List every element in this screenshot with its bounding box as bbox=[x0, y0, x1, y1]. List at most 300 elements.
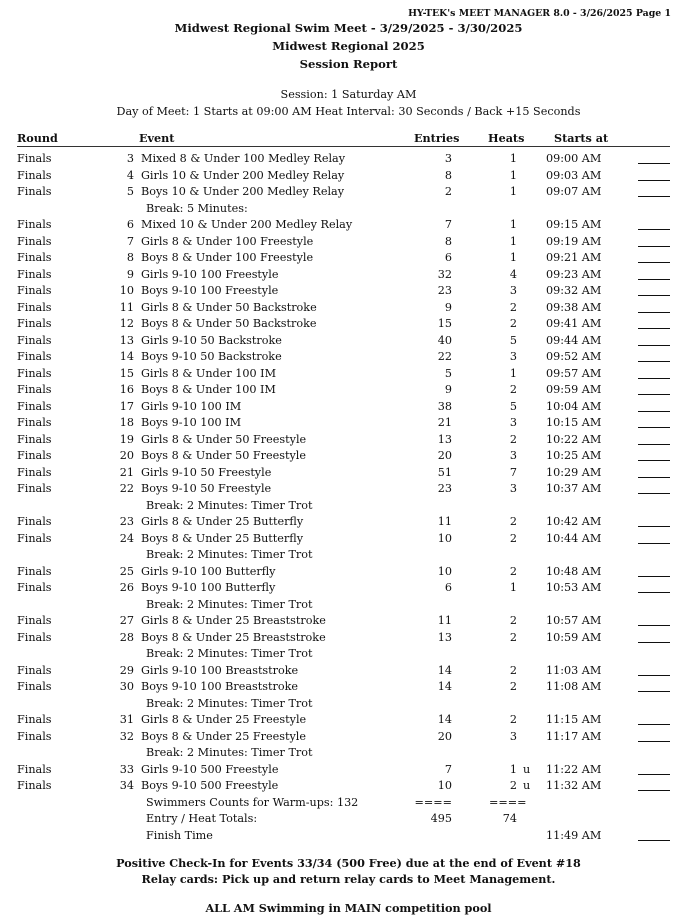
event-number: 8 bbox=[126, 251, 134, 264]
heat-flag: u bbox=[523, 762, 531, 776]
finish-row bbox=[0, 829, 697, 846]
start-time: 10:42 AM bbox=[546, 515, 602, 528]
event-row bbox=[0, 763, 697, 780]
entries-cell: 13 bbox=[437, 432, 452, 446]
event-number: 26 bbox=[119, 581, 134, 594]
event-row bbox=[0, 565, 697, 582]
break-text: Break: 2 Minutes: Timer Trot bbox=[146, 548, 313, 561]
round-cell: Finals bbox=[17, 218, 52, 231]
round-cell: Finals bbox=[17, 779, 52, 792]
heats-cell: 2 bbox=[509, 515, 517, 528]
heats-cell: 1 bbox=[509, 581, 517, 594]
blank-line bbox=[638, 675, 670, 676]
event-row bbox=[0, 532, 697, 549]
event-number: 32 bbox=[119, 729, 134, 743]
start-time: 09:32 AM bbox=[546, 284, 602, 297]
round-cell: Finals bbox=[17, 729, 52, 743]
round-cell: Finals bbox=[17, 680, 52, 693]
round-cell: Finals bbox=[17, 251, 52, 264]
event-name: Mixed 10 & Under 200 Medley Relay bbox=[141, 218, 353, 231]
event-name: Boys 8 & Under 25 Butterfly bbox=[141, 531, 304, 545]
summary-row bbox=[0, 812, 697, 829]
event-number: 10 bbox=[119, 284, 134, 297]
start-time: 10:25 AM bbox=[546, 449, 602, 462]
blank-line bbox=[638, 411, 670, 412]
blank-line bbox=[638, 444, 670, 445]
round-cell: Finals bbox=[17, 284, 52, 297]
blank-line bbox=[638, 741, 670, 742]
round-cell: Finals bbox=[17, 366, 52, 380]
summary-label: Swimmers Counts for Warm-ups: 132 bbox=[146, 795, 359, 809]
heats-cell: 1 bbox=[509, 185, 517, 198]
event-name: Girls 8 & Under 25 Breaststroke bbox=[141, 614, 326, 627]
event-row bbox=[0, 433, 697, 450]
heats-cell: 2 bbox=[509, 680, 517, 693]
entries-cell: 8 bbox=[444, 234, 452, 248]
round-cell: Finals bbox=[17, 399, 52, 413]
blank-line bbox=[638, 163, 670, 164]
day-info: Day of Meet: 1 Starts at 09:00 AM Heat Interval: 30 Seconds / Back +15 Seconds bbox=[116, 105, 581, 118]
event-name: Boys 9-10 100 Freestyle bbox=[141, 284, 279, 297]
event-row bbox=[0, 317, 697, 334]
event-number: 9 bbox=[126, 267, 134, 281]
event-number: 17 bbox=[119, 399, 134, 413]
event-number: 11 bbox=[119, 300, 134, 314]
blank-line bbox=[638, 345, 670, 346]
start-time: 09:21 AM bbox=[546, 251, 602, 264]
entries-cell: 8 bbox=[444, 168, 452, 182]
round-cell: Finals bbox=[17, 630, 52, 644]
event-name: Mixed 8 & Under 100 Medley Relay bbox=[141, 152, 346, 165]
event-row bbox=[0, 152, 697, 169]
round-cell: Finals bbox=[17, 482, 52, 495]
break-text: Break: 2 Minutes: Timer Trot bbox=[146, 696, 313, 710]
event-row bbox=[0, 515, 697, 532]
heats-cell: 3 bbox=[509, 416, 517, 429]
entries-cell: 51 bbox=[437, 465, 452, 479]
event-name: Girls 9-10 50 Freestyle bbox=[141, 465, 272, 479]
event-row bbox=[0, 169, 697, 186]
summary-entries: ==== bbox=[414, 795, 452, 809]
entries-cell: 10 bbox=[437, 564, 452, 578]
entries-cell: 22 bbox=[437, 350, 452, 363]
event-number: 24 bbox=[119, 531, 134, 545]
event-number: 13 bbox=[119, 333, 134, 347]
entries-cell: 21 bbox=[437, 416, 452, 429]
start-time: 11:17 AM bbox=[546, 729, 602, 743]
event-row bbox=[0, 268, 697, 285]
blank-line bbox=[638, 328, 670, 329]
event-number: 22 bbox=[119, 482, 134, 495]
event-number: 25 bbox=[119, 564, 134, 578]
blank-line bbox=[638, 576, 670, 577]
event-name: Girls 9-10 100 Breaststroke bbox=[141, 663, 299, 677]
heats-cell: 2 bbox=[509, 713, 517, 726]
event-name: Boys 10 & Under 200 Medley Relay bbox=[141, 185, 345, 198]
event-name: Girls 8 & Under 50 Backstroke bbox=[141, 300, 317, 314]
event-number: 23 bbox=[119, 515, 134, 528]
event-name: Girls 9-10 100 Butterfly bbox=[141, 564, 276, 578]
round-cell: Finals bbox=[17, 515, 52, 528]
event-row bbox=[0, 416, 697, 433]
start-time: 09:15 AM bbox=[546, 218, 602, 231]
event-number: 18 bbox=[119, 416, 134, 429]
blank-line bbox=[638, 394, 670, 395]
footer-relay-note: Relay cards: Pick up and return relay cards to Meet Management. bbox=[141, 872, 556, 886]
heats-cell: 3 bbox=[509, 729, 517, 743]
heats-cell: 1 bbox=[509, 168, 517, 182]
event-number: 15 bbox=[119, 366, 134, 380]
entries-cell: 6 bbox=[444, 251, 452, 264]
event-row bbox=[0, 218, 697, 235]
heats-cell: 2 bbox=[509, 300, 517, 314]
blank-line bbox=[638, 378, 670, 379]
heats-cell: 2 bbox=[509, 779, 517, 792]
blank-line bbox=[638, 262, 670, 263]
event-number: 29 bbox=[119, 663, 134, 677]
col-heats: Heats bbox=[488, 131, 525, 145]
start-time: 09:59 AM bbox=[546, 383, 602, 396]
summary-entries: 495 bbox=[430, 812, 452, 825]
blank-line bbox=[638, 840, 670, 841]
round-cell: Finals bbox=[17, 168, 52, 182]
round-cell: Finals bbox=[17, 383, 52, 396]
start-time: 11:22 AM bbox=[546, 762, 602, 776]
event-row bbox=[0, 779, 697, 796]
start-time: 10:15 AM bbox=[546, 416, 602, 429]
start-time: 09:23 AM bbox=[546, 267, 602, 281]
blank-line bbox=[638, 543, 670, 544]
start-time: 09:44 AM bbox=[546, 333, 602, 347]
event-number: 31 bbox=[119, 713, 134, 726]
event-number: 27 bbox=[119, 614, 134, 627]
event-row bbox=[0, 301, 697, 318]
entries-cell: 14 bbox=[437, 713, 452, 726]
start-time: 11:32 AM bbox=[546, 779, 602, 792]
summary-heats: ==== bbox=[489, 795, 527, 809]
round-cell: Finals bbox=[17, 350, 52, 363]
col-entries: Entries bbox=[414, 131, 460, 145]
event-name: Boys 8 & Under 50 Freestyle bbox=[141, 449, 306, 462]
event-name: Boys 9-10 100 Breaststroke bbox=[141, 680, 298, 693]
event-number: 7 bbox=[126, 234, 134, 248]
entries-cell: 40 bbox=[437, 333, 452, 347]
heat-flag: u bbox=[523, 779, 531, 792]
event-number: 33 bbox=[119, 762, 134, 776]
software-header: HY-TEK's MEET MANAGER 8.0 - 3/26/2025 Page 1 bbox=[408, 8, 671, 19]
summary-label: Entry / Heat Totals: bbox=[146, 812, 258, 825]
event-name: Boys 9-10 50 Backstroke bbox=[141, 350, 282, 363]
entries-cell: 38 bbox=[437, 399, 452, 413]
break-row bbox=[0, 647, 697, 664]
entries-cell: 13 bbox=[437, 630, 452, 644]
start-time: 10:44 AM bbox=[546, 531, 602, 545]
footer-pool-note: ALL AM Swimming in MAIN competition pool bbox=[205, 901, 492, 915]
heats-cell: 5 bbox=[509, 333, 517, 347]
round-cell: Finals bbox=[17, 581, 52, 594]
meet-title: Midwest Regional Swim Meet - 3/29/2025 - 3/30/2025 bbox=[174, 21, 523, 35]
entries-cell: 3 bbox=[444, 152, 452, 165]
break-text: Break: 5 Minutes: bbox=[146, 201, 248, 215]
event-row bbox=[0, 664, 697, 681]
start-time: 10:22 AM bbox=[546, 432, 602, 446]
session-info: Session: 1 Saturday AM bbox=[280, 88, 417, 101]
entries-cell: 11 bbox=[437, 515, 452, 528]
round-cell: Finals bbox=[17, 152, 52, 165]
event-number: 19 bbox=[119, 432, 134, 446]
blank-line bbox=[638, 790, 670, 791]
heats-cell: 3 bbox=[509, 482, 517, 495]
event-number: 28 bbox=[119, 630, 134, 644]
heats-cell: 3 bbox=[509, 350, 517, 363]
event-number: 16 bbox=[119, 383, 134, 396]
heats-cell: 1 bbox=[509, 152, 517, 165]
start-time: 10:04 AM bbox=[546, 399, 602, 413]
footer-checkin-note: Positive Check-In for Events 33/34 (500 Free) due at the end of Event #18 bbox=[116, 856, 581, 870]
round-cell: Finals bbox=[17, 185, 52, 198]
heats-cell: 2 bbox=[509, 564, 517, 578]
event-row bbox=[0, 449, 697, 466]
heats-cell: 1 bbox=[509, 762, 517, 776]
blank-line bbox=[638, 774, 670, 775]
col-round: Round bbox=[17, 131, 58, 145]
blank-line bbox=[638, 625, 670, 626]
entries-cell: 2 bbox=[444, 185, 452, 198]
column-headers bbox=[17, 131, 670, 147]
heats-cell: 2 bbox=[509, 663, 517, 677]
start-time: 09:57 AM bbox=[546, 366, 602, 380]
summary-time: 11:49 AM bbox=[546, 828, 602, 842]
round-cell: Finals bbox=[17, 713, 52, 726]
blank-line bbox=[638, 196, 670, 197]
heats-cell: 2 bbox=[509, 317, 517, 330]
event-name: Girls 10 & Under 200 Medley Relay bbox=[141, 168, 345, 182]
round-cell: Finals bbox=[17, 762, 52, 776]
event-number: 20 bbox=[119, 449, 134, 462]
event-row bbox=[0, 466, 697, 483]
event-row bbox=[0, 334, 697, 351]
summary-label: Finish Time bbox=[146, 828, 213, 842]
col-event: Event bbox=[139, 131, 175, 145]
start-time: 09:03 AM bbox=[546, 168, 602, 182]
round-cell: Finals bbox=[17, 300, 52, 314]
event-name: Girls 9-10 100 Freestyle bbox=[141, 267, 279, 281]
event-name: Girls 8 & Under 25 Freestyle bbox=[141, 713, 307, 726]
break-row bbox=[0, 746, 697, 763]
break-row bbox=[0, 548, 697, 565]
event-name: Girls 8 & Under 50 Freestyle bbox=[141, 432, 307, 446]
blank-line bbox=[638, 460, 670, 461]
heats-cell: 7 bbox=[509, 465, 517, 479]
start-time: 09:41 AM bbox=[546, 317, 602, 330]
blank-line bbox=[638, 361, 670, 362]
blank-line bbox=[638, 724, 670, 725]
event-row bbox=[0, 367, 697, 384]
start-time: 10:57 AM bbox=[546, 614, 602, 627]
start-time: 11:08 AM bbox=[546, 680, 602, 693]
break-text: Break: 2 Minutes: Timer Trot bbox=[146, 597, 313, 611]
event-number: 34 bbox=[119, 779, 134, 792]
event-number: 12 bbox=[119, 317, 134, 330]
round-cell: Finals bbox=[17, 531, 52, 545]
break-row bbox=[0, 598, 697, 615]
round-cell: Finals bbox=[17, 416, 52, 429]
heats-cell: 4 bbox=[509, 267, 517, 281]
entries-cell: 20 bbox=[437, 449, 452, 462]
event-name: Girls 9-10 100 IM bbox=[141, 399, 242, 413]
start-time: 09:19 AM bbox=[546, 234, 602, 248]
heats-cell: 1 bbox=[509, 218, 517, 231]
blank-line bbox=[638, 427, 670, 428]
col-starts: Starts at bbox=[554, 131, 609, 145]
event-name: Girls 9-10 50 Backstroke bbox=[141, 333, 282, 347]
event-name: Boys 9-10 500 Freestyle bbox=[141, 779, 279, 792]
start-time: 10:59 AM bbox=[546, 630, 602, 644]
blank-line bbox=[638, 642, 670, 643]
start-time: 10:37 AM bbox=[546, 482, 602, 495]
event-number: 21 bbox=[119, 465, 134, 479]
event-number: 14 bbox=[119, 350, 134, 363]
heats-cell: 2 bbox=[509, 630, 517, 644]
entries-cell: 9 bbox=[444, 383, 452, 396]
round-cell: Finals bbox=[17, 333, 52, 347]
start-time: 10:53 AM bbox=[546, 581, 602, 594]
break-row bbox=[0, 499, 697, 516]
start-time: 09:38 AM bbox=[546, 300, 602, 314]
event-name: Girls 9-10 500 Freestyle bbox=[141, 762, 279, 776]
round-cell: Finals bbox=[17, 267, 52, 281]
blank-line bbox=[638, 246, 670, 247]
heats-cell: 2 bbox=[509, 432, 517, 446]
blank-line bbox=[638, 526, 670, 527]
blank-line bbox=[638, 493, 670, 494]
start-time: 10:29 AM bbox=[546, 465, 602, 479]
entries-cell: 14 bbox=[437, 663, 452, 677]
heats-cell: 1 bbox=[509, 234, 517, 248]
event-name: Boys 8 & Under 100 IM bbox=[141, 383, 276, 396]
round-cell: Finals bbox=[17, 564, 52, 578]
event-row bbox=[0, 235, 697, 252]
heats-cell: 2 bbox=[509, 383, 517, 396]
event-number: 3 bbox=[126, 152, 134, 165]
heats-cell: 3 bbox=[509, 284, 517, 297]
event-name: Boys 8 & Under 25 Freestyle bbox=[141, 729, 306, 743]
event-row bbox=[0, 713, 697, 730]
start-time: 11:03 AM bbox=[546, 663, 602, 677]
event-row bbox=[0, 400, 697, 417]
entries-cell: 15 bbox=[437, 317, 452, 330]
event-row bbox=[0, 482, 697, 499]
start-time: 09:00 AM bbox=[546, 152, 602, 165]
round-cell: Finals bbox=[17, 234, 52, 248]
heats-cell: 2 bbox=[509, 614, 517, 627]
break-text: Break: 2 Minutes: Timer Trot bbox=[146, 498, 313, 512]
event-row bbox=[0, 185, 697, 202]
break-text: Break: 2 Minutes: Timer Trot bbox=[146, 647, 313, 660]
blank-line bbox=[638, 312, 670, 313]
event-number: 4 bbox=[126, 168, 134, 182]
event-row bbox=[0, 680, 697, 697]
summary-row bbox=[0, 796, 697, 813]
round-cell: Finals bbox=[17, 614, 52, 627]
event-row bbox=[0, 614, 697, 631]
start-time: 10:48 AM bbox=[546, 564, 602, 578]
event-row bbox=[0, 730, 697, 747]
entries-cell: 10 bbox=[437, 531, 452, 545]
entries-cell: 11 bbox=[437, 614, 452, 627]
event-name: Boys 8 & Under 50 Backstroke bbox=[141, 317, 317, 330]
round-cell: Finals bbox=[17, 449, 52, 462]
entries-cell: 23 bbox=[437, 284, 452, 297]
event-name: Boys 9-10 50 Freestyle bbox=[141, 482, 272, 495]
event-name: Girls 8 & Under 100 IM bbox=[141, 366, 277, 380]
blank-line bbox=[638, 592, 670, 593]
event-row bbox=[0, 284, 697, 301]
heats-cell: 5 bbox=[509, 399, 517, 413]
entries-cell: 7 bbox=[444, 762, 452, 776]
event-name: Girls 8 & Under 100 Freestyle bbox=[141, 234, 314, 248]
event-row bbox=[0, 383, 697, 400]
event-name: Boys 8 & Under 25 Breaststroke bbox=[141, 630, 326, 644]
event-row bbox=[0, 631, 697, 648]
blank-line bbox=[638, 279, 670, 280]
blank-line bbox=[638, 295, 670, 296]
entries-cell: 14 bbox=[437, 680, 452, 693]
heats-cell: 2 bbox=[509, 531, 517, 545]
start-time: 09:07 AM bbox=[546, 185, 602, 198]
heats-cell: 1 bbox=[509, 366, 517, 380]
break-row bbox=[0, 202, 697, 219]
round-cell: Finals bbox=[17, 432, 52, 446]
event-name: Boys 9-10 100 Butterfly bbox=[141, 581, 276, 594]
entries-cell: 9 bbox=[444, 300, 452, 314]
event-number: 30 bbox=[119, 680, 134, 693]
entries-cell: 32 bbox=[437, 267, 452, 281]
event-name: Girls 8 & Under 25 Butterfly bbox=[141, 515, 304, 528]
event-row bbox=[0, 581, 697, 598]
blank-line bbox=[638, 691, 670, 692]
entries-cell: 5 bbox=[444, 366, 452, 380]
round-cell: Finals bbox=[17, 465, 52, 479]
blank-line bbox=[638, 229, 670, 230]
event-number: 6 bbox=[126, 218, 134, 231]
start-time: 11:15 AM bbox=[546, 713, 602, 726]
event-name: Boys 8 & Under 100 Freestyle bbox=[141, 251, 314, 264]
blank-line bbox=[638, 477, 670, 478]
event-row bbox=[0, 350, 697, 367]
entries-cell: 23 bbox=[437, 482, 452, 495]
start-time: 09:52 AM bbox=[546, 350, 602, 363]
break-row bbox=[0, 697, 697, 714]
summary-heats: 74 bbox=[502, 812, 517, 825]
event-number: 5 bbox=[126, 185, 134, 198]
entries-cell: 6 bbox=[444, 581, 452, 594]
round-cell: Finals bbox=[17, 663, 52, 677]
heats-cell: 1 bbox=[509, 251, 517, 264]
break-text: Break: 2 Minutes: Timer Trot bbox=[146, 746, 313, 759]
event-table bbox=[0, 152, 697, 845]
event-row bbox=[0, 251, 697, 268]
blank-line bbox=[638, 180, 670, 181]
meet-subtitle: Midwest Regional 2025 bbox=[272, 39, 425, 53]
entries-cell: 10 bbox=[437, 779, 452, 792]
report-title: Session Report bbox=[299, 57, 398, 71]
event-name: Boys 9-10 100 IM bbox=[141, 416, 242, 429]
heats-cell: 3 bbox=[509, 449, 517, 462]
round-cell: Finals bbox=[17, 317, 52, 330]
entries-cell: 7 bbox=[444, 218, 452, 231]
entries-cell: 20 bbox=[437, 729, 452, 743]
